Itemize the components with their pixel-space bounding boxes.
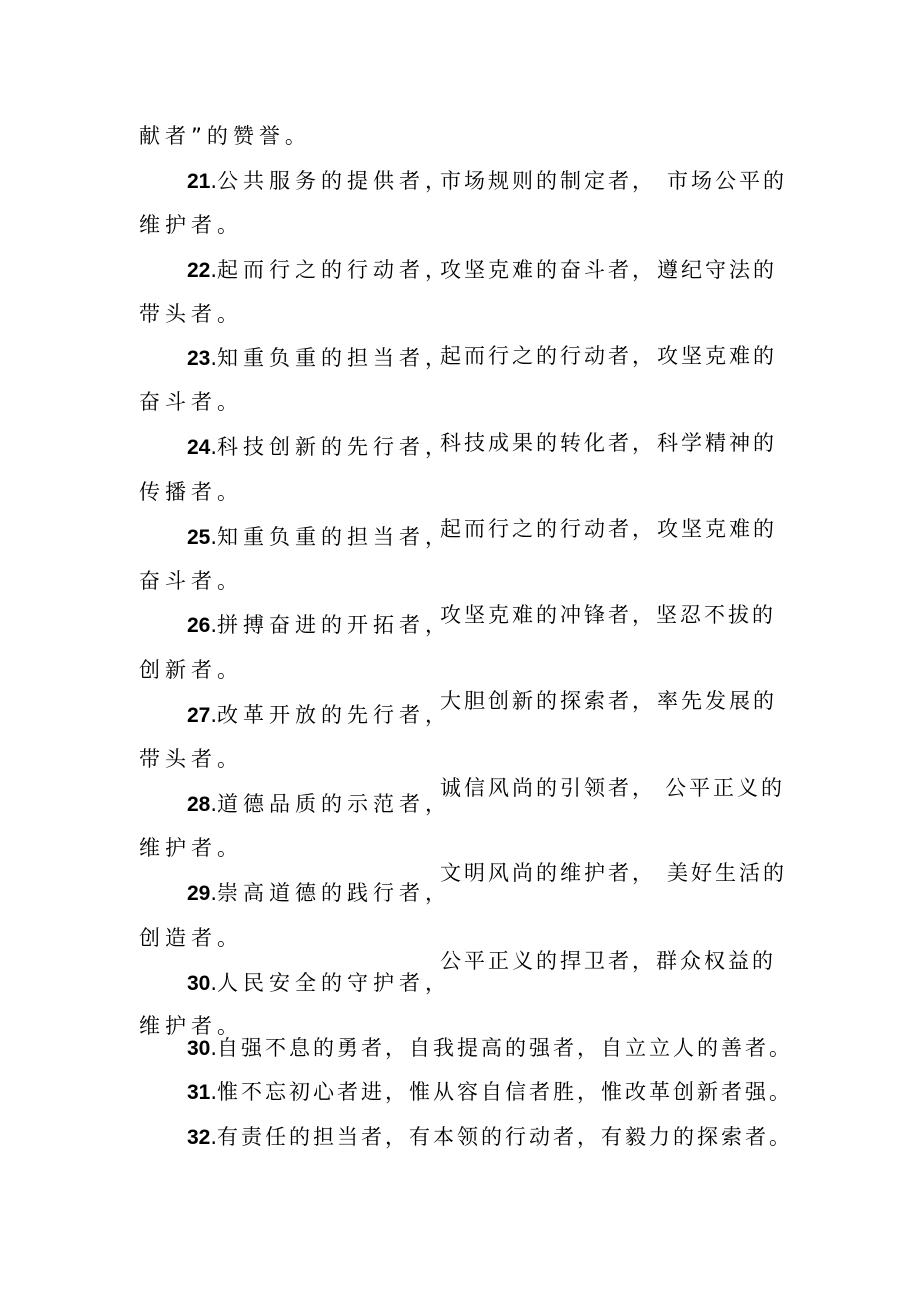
item-continuation: 传播者。: [139, 480, 243, 504]
item-number: 29: [187, 882, 211, 905]
item-part-b: 市场规则的制定者，: [440, 169, 656, 193]
item-continuation: 创造者。: [139, 926, 243, 950]
item-part-b: 起而行之的行动者，: [440, 344, 656, 368]
list-item-21: 21.公共服务的提供者，: [187, 169, 452, 193]
item-continuation: 奋斗者。: [139, 390, 243, 414]
item-part-b: 公平正义的捍卫者，群众权益的: [440, 949, 776, 973]
item-part-c: 率先发展的: [657, 689, 777, 713]
item-continuation: 维护者。: [139, 1014, 243, 1038]
list-item-31: 31.惟不忘初心者进，惟从容自信者胜，惟改革创新者强。: [187, 1080, 794, 1104]
item-continuation: 带头者。: [139, 747, 243, 771]
list-item-23: 23.知重负重的担当者，: [187, 346, 452, 370]
item-number: 21: [187, 170, 211, 193]
item-number: 26: [187, 614, 211, 637]
item-part-c: 攻坚克难的: [657, 344, 777, 368]
item-number: 25: [187, 526, 211, 549]
item-continuation: 维护者。: [139, 213, 243, 237]
item-part-b: 科技成果的转化者，: [440, 431, 656, 455]
list-item-29: 29.崇高道德的践行者，: [187, 881, 452, 905]
item-part-b: 攻坚克难的冲锋者，坚忍不拔的: [440, 603, 776, 627]
item-number: 23: [187, 347, 211, 370]
item-part-c: 科学精神的: [657, 431, 777, 455]
item-number: 30: [187, 1037, 211, 1060]
item-continuation: 创新者。: [139, 658, 243, 682]
item-part-b: 诚信风尚的引领者，: [440, 776, 656, 800]
item-part-a: 拼搏奋进的开拓者，: [217, 613, 452, 637]
list-item-25: 25.知重负重的担当者，: [187, 525, 452, 549]
item-part-b: 起而行之的行动者，: [440, 517, 656, 541]
item-part-b: 文明风尚的维护者，: [440, 861, 656, 885]
list-item-26: 26.拼搏奋进的开拓者，: [187, 613, 452, 637]
list-item-32: 32.有责任的担当者，有本领的行动者，有毅力的探索者。: [187, 1125, 794, 1149]
item-number: 32: [187, 1126, 211, 1149]
item-text: 惟不忘初心者进，惟从容自信者胜，惟改革创新者强。: [217, 1080, 794, 1104]
item-part-a: 公共服务的提供者，: [217, 169, 452, 193]
list-item-28: 28.道德品质的示范者，: [187, 792, 452, 816]
item-continuation: 奋斗者。: [139, 569, 243, 593]
item-continuation: 维护者。: [139, 836, 243, 860]
list-item-27: 27.改革开放的先行者，: [187, 703, 452, 727]
item-number: 31: [187, 1081, 211, 1104]
item-part-c: 市场公平的: [667, 169, 787, 193]
list-item-24: 24.科技创新的先行者，: [187, 435, 452, 459]
item-number: 27: [187, 704, 211, 727]
item-number: 30: [187, 972, 211, 995]
item-continuation: 带头者。: [139, 302, 243, 326]
item-text: 有责任的担当者，有本领的行动者，有毅力的探索者。: [217, 1125, 794, 1149]
item-part-a: 道德品质的示范者，: [217, 792, 452, 816]
item-part-a: 知重负重的担当者，: [217, 525, 452, 549]
item-number: 22: [187, 259, 211, 282]
item-part-c: 攻坚克难的: [657, 517, 777, 541]
item-number: 24: [187, 436, 211, 459]
item-part-a: 知重负重的担当者，: [217, 346, 452, 370]
item-part-c: 遵纪守法的: [657, 258, 777, 282]
continuation-line: 献者”的赞誉。: [139, 124, 311, 148]
item-part-a: 人民安全的守护者，: [217, 971, 452, 995]
item-part-a: 崇高道德的践行者，: [217, 881, 452, 905]
item-part-a: 改革开放的先行者，: [217, 703, 452, 727]
item-part-c: 美好生活的: [667, 861, 787, 885]
item-part-b: 大胆创新的探索者，: [440, 689, 656, 713]
item-part-c: 公平正义的: [665, 776, 785, 800]
item-text: 自强不息的勇者，自我提高的强者，自立立人的善者。: [217, 1036, 794, 1060]
item-part-b: 攻坚克难的奋斗者，: [440, 258, 656, 282]
item-number: 28: [187, 793, 211, 816]
list-item-30b: 30.自强不息的勇者，自我提高的强者，自立立人的善者。: [187, 1036, 794, 1060]
list-item-22: 22.起而行之的行动者，: [187, 258, 452, 282]
list-item-30: 30.人民安全的守护者，: [187, 971, 452, 995]
item-part-a: 科技创新的先行者，: [217, 435, 452, 459]
item-part-a: 起而行之的行动者，: [217, 258, 452, 282]
